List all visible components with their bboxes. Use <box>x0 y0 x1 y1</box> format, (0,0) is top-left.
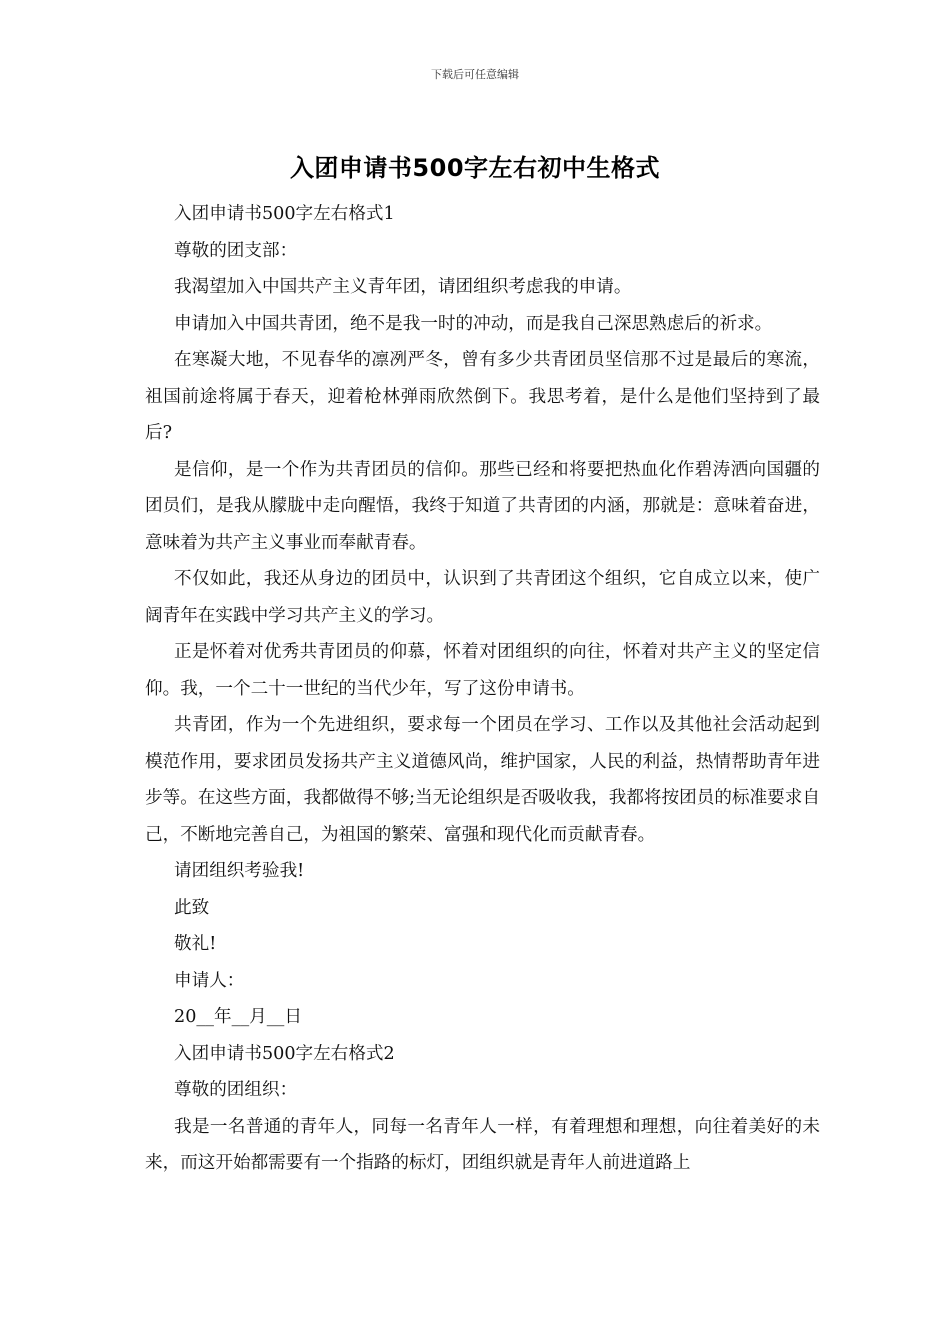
paragraph: 共青团，作为一个先进组织，要求每一个团员在学习、工作以及其他社会活动起到模范作用，要求团员发扬共产主义道德风尚，维护国家，人民的利益，热情帮助青年进步等。在这些方面，我都做得不够;当无论组织是否吸收我，我都将按团员的标准要求自己，不断地完善自己，为祖国的繁荣、富强和现代化而贡献青春。 <box>145 715 820 845</box>
salutation: 尊敬的团组织： <box>174 1080 298 1100</box>
paragraph: 正是怀着对优秀共青团员的仰慕，怀着对团组织的向往，怀着对共产主义的坚定信仰。我，一个二十一世纪的当代少年，写了这份申请书。 <box>145 642 820 699</box>
paragraph: 不仅如此，我还从身边的团员中，认识到了共青团这个组织，它自成立以来，使广阔青年在实践中学习共产主义的学习。 <box>145 569 820 626</box>
paragraph: 申请加入中国共青团，绝不是我一时的冲动，而是我自己深思熟虑后的祈求。 <box>174 313 773 334</box>
salutation: 尊敬的团支部： <box>174 240 298 261</box>
document-body <box>145 196 820 1182</box>
header-note: 下载后可任意编辑 <box>431 68 519 81</box>
closing-line: 敬礼! <box>174 934 217 954</box>
paragraph: 我是一名普通的青年人，同每一名青年人一样，有着理想和理想，向往着美好的未来，而这开始都需要有一个指路的标灯，团组织就是青年人前进道路上 <box>145 1116 820 1173</box>
section-heading-2: 入团申请书500字左右格式2 <box>174 1043 395 1064</box>
section-heading-1: 入团申请书500字左右格式1 <box>174 204 395 224</box>
paragraph: 在寒凝大地，不见春华的凛冽严冬，曾有多少共青团员坚信那不过是最后的寒流，祖国前途将属于春天，迎着枪林弹雨欣然倒下。我思考着，是什么是他们坚持到了最后? <box>145 350 820 443</box>
date-line: 20__年__月__日 <box>174 1007 302 1027</box>
closing-line: 请团组织考验我! <box>174 861 305 881</box>
paragraph: 是信仰，是一个作为共青团员的信仰。那些已经和将要把热血化作碧涛洒向国疆的团员们，是我从朦胧中走向醒悟，我终于知道了共青团的内涵，那就是：意味着奋进，意味着为共产主义事业而奉献青春。 <box>145 459 820 553</box>
signature-line: 申请人： <box>174 970 245 991</box>
closing-line: 此致 <box>174 897 210 918</box>
document-title: 入团申请书500字左右初中生格式 <box>289 154 661 182</box>
paragraph: 我渴望加入中国共产主义青年团，请团组织考虑我的申请。 <box>174 277 632 297</box>
